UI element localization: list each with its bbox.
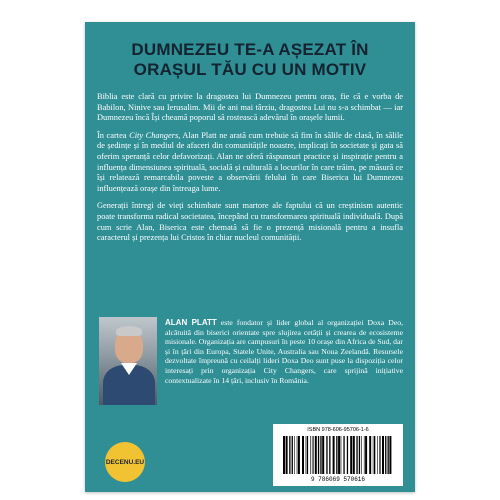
publisher-name: DECENU.EU xyxy=(105,458,145,466)
author-photo xyxy=(99,317,157,405)
paragraph-text: Biblia este clară cu privire la dragostea lui Dumnezeu pentru oraș, fie că e vorba de Babilon, Ninive sau Ierusalim. Mii de ani mai târziu, dragostea Lui nu s-a schimbat — iar Dumnezeu încă Își cheamă poporul să rostească adevărul în orașele lumii. xyxy=(97,92,403,123)
book-title-italic: City Changers xyxy=(129,130,179,140)
publisher-logo xyxy=(105,442,145,482)
paragraph-2 xyxy=(97,131,403,195)
paragraph-text: , Alan Platt ne arată cum trebuie să fim în sălile de clasă, în sălile de ședințe și în mediul de afaceri din comunitățile noastre, implicați în societate și gata să oferim speranță celor defavorizați. Alan ne oferă răspunsuri practice și inspirație pentru a influența dimensiunea spirituală, socială și culturală a locurilor în care trăim, pe măsură ce își relatează remarcabila poveste a observării felului în care Biserica lui Dumnezeu influențează orașe din întreaga lume. xyxy=(97,130,404,193)
barcode-number: 9 786069 570616 xyxy=(310,476,365,483)
author-bio-text: este fondator și lider global al organizației Doxa Deo, alcătuită din biserici orientate spre slujirea cetății și crearea de ecosisteme misionale. Organizația are campusuri în peste 10 orașe din Africa de Sud, dar și în țări din Europa, Statele Unite, Australia sau Noua Zeelandă. Resursele dezvoltate împreună cu ceilalți lideri Doxa Deo sunt puse la dispoziția celor interesați prin organizația City Changers, care sprijină inițiative contextualizate în 14 țări, inclusiv în România. xyxy=(165,318,403,385)
cover-title: DUMNEZEU TE-A AȘEZAT ÎN ORAȘUL TĂU CU UN MOTIV xyxy=(131,40,369,79)
paragraph-text: Generații întregi de vieți schimbate sunt martore ale faptului că un creștinism autentic poate transforma radical societatea, începând cu transformarea spirituală individuală. După cum scrie Alan, Biserica este chemată să fie o prezență misională pentru a insufla caracterul și prezența lui Cristos în chiar nucleul comunității. xyxy=(97,201,403,243)
paragraph-text: În cartea xyxy=(97,130,130,140)
barcode-bars xyxy=(283,436,393,474)
paragraph-3 xyxy=(97,201,403,243)
paragraph-1 xyxy=(97,92,403,124)
author-bio xyxy=(165,318,403,385)
description-text xyxy=(97,92,403,251)
isbn-text: ISBN 978-606-95706-1-6 xyxy=(307,427,369,433)
book-back-cover xyxy=(85,22,415,492)
author-name: ALAN PLATT xyxy=(165,318,217,327)
barcode xyxy=(273,424,403,486)
